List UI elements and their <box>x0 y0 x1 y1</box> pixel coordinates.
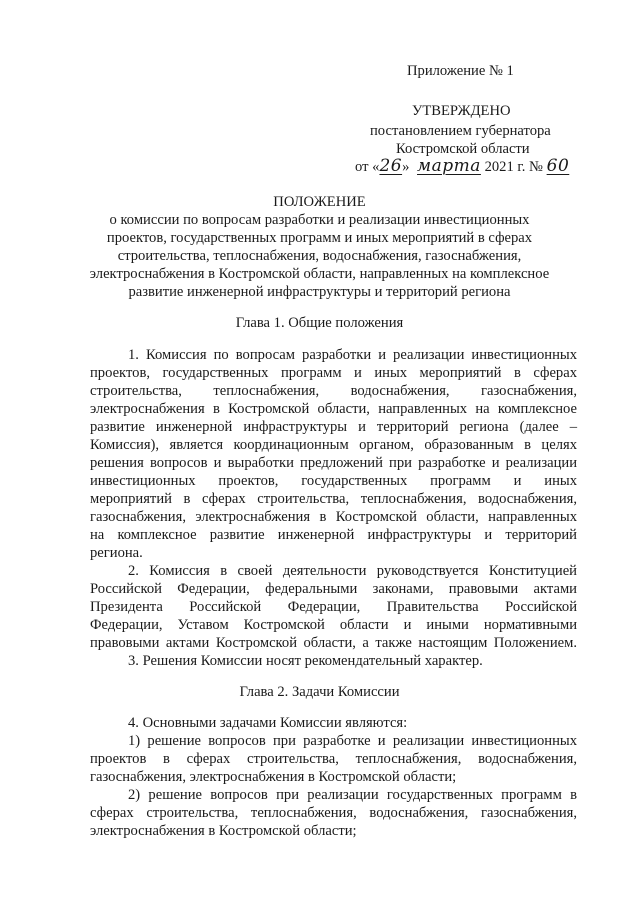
date-year: 2021 г. № <box>484 159 543 175</box>
chapter-2-heading: Глава 2. Задачи Комиссии <box>239 684 400 700</box>
paragraph-line: строительства, теплоснабжения, водоснабжения, газоснабжения, <box>90 383 577 399</box>
paragraph-line: региона. <box>90 545 143 561</box>
paragraph-line: 2) решение вопросов при реализации государственных программ в <box>128 787 577 803</box>
approval-date-line <box>355 157 569 176</box>
document-title: ПОЛОЖЕНИЕ <box>273 194 366 210</box>
paragraph-line: электроснабжения в Костромской области, направленных на комплексное <box>90 401 577 417</box>
paragraph-line: Федерации, Уставом Костромской области и иными нормативными <box>90 617 577 633</box>
paragraph-line: 4. Основными задачами Комиссии являются: <box>128 715 408 731</box>
subtitle-line: о комиссии по вопросам разработки и реализации инвестиционных <box>109 212 530 228</box>
paragraph-line: 2. Комиссия в своей деятельности руководствуется Конституцией <box>128 563 577 579</box>
approved-by-line1: постановлением губернатора <box>370 123 551 139</box>
date-month-handwritten: марта <box>417 156 481 176</box>
paragraph-line: сферах строительства, теплоснабжения, водоснабжения, газоснабжения, <box>90 805 577 821</box>
subtitle-line: проектов, государственных программ и иных мероприятий в сферах <box>106 230 533 246</box>
date-prefix: от « <box>355 159 380 175</box>
paragraph-line: на комплексное развитие инженерной инфраструктуры и территорий <box>90 527 577 543</box>
subtitle-line: строительства, теплоснабжения, водоснабжения, газоснабжения, <box>117 248 522 264</box>
appendix-label: Приложение № 1 <box>407 63 514 79</box>
decree-number-handwritten: 60 <box>546 156 570 176</box>
subtitle-line: развитие инженерной инфраструктуры и территорий региона <box>128 284 511 300</box>
approved-by-line2: Костромской области <box>396 141 530 157</box>
paragraph-line: электроснабжения в Костромской области; <box>90 823 357 839</box>
date-day-handwritten: 26 <box>379 156 403 176</box>
paragraph-line: мероприятий в сферах строительства, теплоснабжения, водоснабжения, <box>90 491 577 507</box>
paragraph-line: 1) решение вопросов при разработке и реализации инвестиционных <box>128 733 577 749</box>
paragraph-line: инвестиционных проектов, государственных программ и иных <box>90 473 577 489</box>
paragraph-line: решения вопросов и выработки предложений при разработке и реализации <box>90 455 577 471</box>
date-mid: » <box>402 159 410 175</box>
chapter-1-heading: Глава 1. Общие положения <box>235 315 404 331</box>
paragraph-line: Российской Федерации, федеральными законами, правовыми актами <box>90 581 577 597</box>
approved-stamp: УТВЕРЖДЕНО <box>412 103 511 119</box>
paragraph-line: газоснабжения, электроснабжения в Костромской области, направленных <box>90 509 577 525</box>
subtitle-line: электроснабжения в Костромской области, направленных на комплексное <box>89 266 550 282</box>
paragraph-line: проектов, государственных программ и иных мероприятий в сферах <box>90 365 577 381</box>
paragraph-line: газоснабжения, электроснабжения в Костромской области; <box>90 769 457 785</box>
paragraph-line: Президента Российской Федерации, Правительства Российской <box>90 599 577 615</box>
paragraph-line: проектов в сферах строительства, теплоснабжения, водоснабжения, <box>90 751 577 767</box>
paragraph-line: Комиссия), является координационным органом, образованным в целях <box>90 437 577 453</box>
paragraph-line: развитие инженерной инфраструктуры и территорий региона (далее – <box>90 419 577 435</box>
paragraph-line: правовыми актами Костромской области, а также настоящим Положением. <box>90 635 577 651</box>
paragraph-line: 3. Решения Комиссии носят рекомендательный характер. <box>128 653 483 669</box>
paragraph-line: 1. Комиссия по вопросам разработки и реализации инвестиционных <box>128 347 577 363</box>
